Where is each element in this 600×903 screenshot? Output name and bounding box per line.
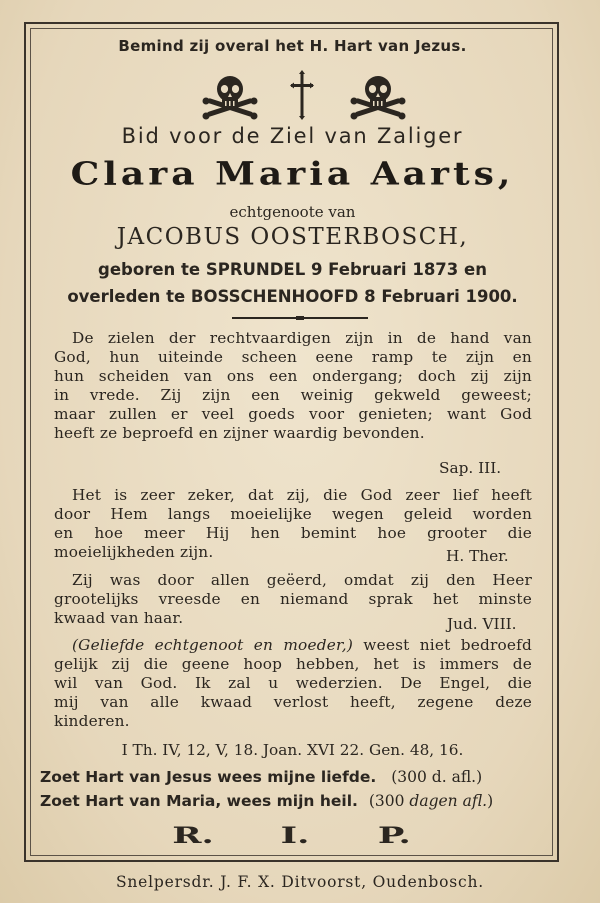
deceased-name: Clara Maria Aarts,: [70, 155, 515, 193]
indulgence-italic: dagen afl.: [409, 792, 488, 810]
icon-row: [0, 70, 600, 122]
skull-crossbones-icon: [202, 72, 258, 122]
reference-hther: H. Ther.: [446, 547, 509, 565]
skull-crossbones-icon: [350, 72, 406, 122]
spouse-name: JACOBUS OOSTERBOSCH,: [116, 224, 469, 250]
rip-letter: I.: [280, 823, 310, 849]
text-line: gelijk zij die geene hoop hebben, het is immers de: [54, 655, 532, 673]
printer-credit: Snelpersdr. J. F. X. Ditvoorst, Oudenbosch.: [115, 873, 485, 891]
text-line: [54, 636, 532, 655]
birth-line: geboren te SPRUNDEL 9 Februari 1873 en: [98, 260, 487, 279]
rip-letter: P.: [378, 823, 411, 849]
prayer-jesus: [40, 768, 482, 786]
scripture-paragraph-4: [54, 636, 532, 731]
prayer-maria: [40, 792, 493, 810]
divider: [232, 316, 368, 320]
text-line: wil van God. Ik zal u wederzien. De Engel, die: [54, 674, 532, 692]
text-line: kinderen.: [54, 712, 130, 730]
text-line: mij van alle kwaad verlost heeft, zegene deze: [54, 693, 532, 711]
rip: [40, 823, 545, 849]
reference-jud: Jud. VIII.: [447, 615, 517, 633]
indulgence-part: (300: [368, 792, 410, 810]
prayer-text: Zoet Hart van Jesus wees mijne liefde.: [40, 768, 377, 786]
prayer-text: Zoet Hart van Maria, wees mijn heil.: [40, 792, 358, 810]
italic-address: (Geliefde echtgenoot en moeder,): [72, 636, 354, 654]
text-line: De zielen der rechtvaardigen zijn in de hand van: [72, 329, 532, 347]
text-line: grootelijks vreesde en niemand sprak het minste: [54, 590, 532, 608]
text-line: en hoe meer Hij hen bemint hoe grooter die: [54, 524, 532, 542]
prayer-request: Bid voor de Ziel van Zaliger: [121, 124, 464, 148]
text-line: Zij was door allen geëerd, omdat zij den Heer: [72, 571, 532, 589]
text-line: Het is zeer zeker, dat zij, die God zeer lief heeft: [72, 486, 532, 504]
scripture-citations: I Th. IV, 12, V, 18. Joan. XVI 22. Gen. 48, 16.: [121, 741, 464, 759]
text-fragment: weest niet bedroefd: [353, 636, 532, 654]
death-line: overleden te BOSSCHENHOOFD 8 Februari 1900.: [67, 287, 518, 306]
scripture-paragraph-1: [54, 329, 532, 443]
text-line: God, hun uiteinde scheen eene ramp te zijn en: [54, 348, 532, 366]
rip-letter: R.: [172, 823, 215, 849]
text-line: maar zullen er veel goeds voor genieten; want God: [54, 405, 532, 423]
text-line: in vrede. Zij zijn een weinig gekweld geweest;: [54, 386, 532, 404]
cross-icon: [290, 70, 314, 120]
text-line: kwaad van haar.: [54, 609, 184, 627]
text-line: moeielijkheden zijn.: [54, 543, 214, 561]
spouse-label: echtgenoote van: [229, 203, 356, 221]
text-line: door Hem langs moeielijke wegen geleid worden: [54, 505, 532, 523]
text-line: heeft ze beproefd en zijner waardig bevonden.: [54, 424, 425, 442]
indulgence-part: ): [487, 792, 494, 810]
text-line: hun scheiden van ons een ondergang; doch zij zijn: [54, 367, 532, 385]
reference-sap: Sap. III.: [439, 459, 502, 477]
indulgence: (300 d. afl.): [391, 768, 483, 786]
indulgence: [369, 792, 493, 810]
header-devotion: Bemind zij overal het H. Hart van Jezus.: [118, 37, 467, 55]
